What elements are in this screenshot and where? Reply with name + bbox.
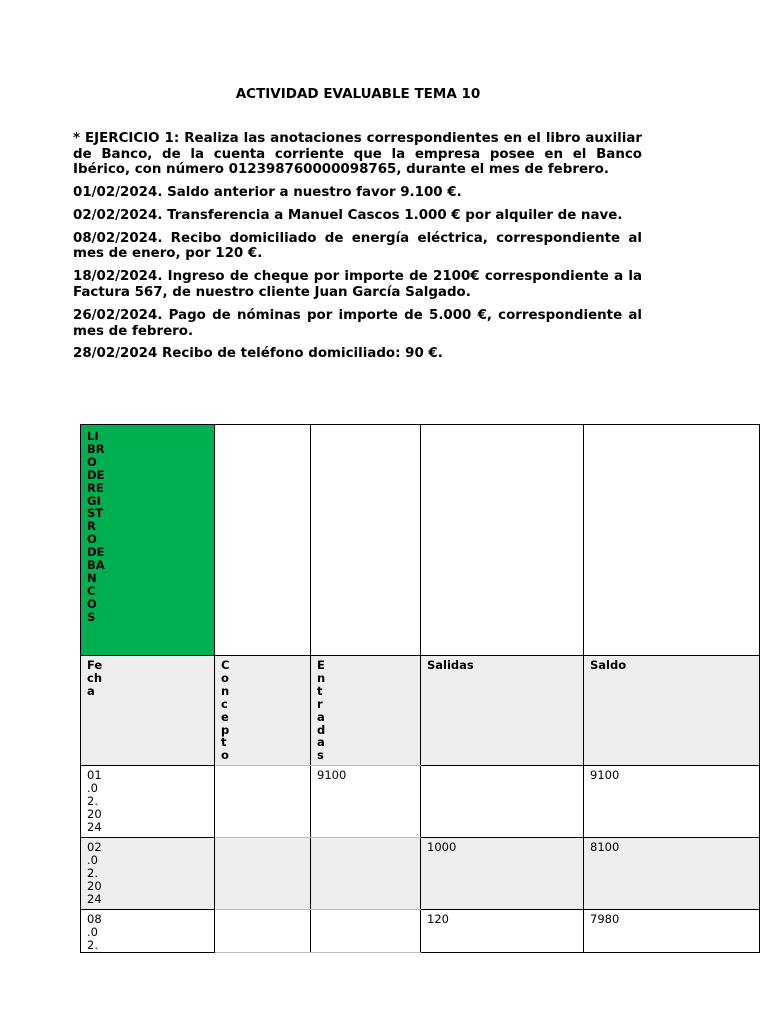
cell-concepto (215, 838, 311, 910)
cell-text-line: 24 (87, 819, 102, 834)
empty-cell (311, 425, 421, 656)
cell-text-line: e (221, 709, 229, 724)
cell-fecha (81, 910, 215, 953)
exercise-intro: * EJERCICIO 1: Realiza las anotaciones correspondientes en el libro auxiliar de Banco, de la cuenta corriente que la empresa posee en el Banco Ibérico, con número 012398760000098765, durante el mes de febrero. (73, 131, 642, 178)
bank-ledger-table (80, 424, 760, 953)
cell-text-line: E (317, 658, 325, 672)
empty-cell (421, 425, 584, 656)
cell-text-line: O (87, 596, 97, 611)
cell-text-line: s (317, 748, 324, 763)
entry-4: 18/02/2024. Ingreso de cheque por importe de 2100€ correspondiente a la Factura 567, de nuestro cliente Juan García Salgado. (73, 269, 642, 300)
cell-text-line: n (221, 683, 230, 698)
table-row (81, 766, 760, 838)
cell-text-line: p (221, 722, 230, 737)
entry-2: 02/02/2024. Transferencia a Manuel Cascos 1.000 € por alquiler de nave. (73, 207, 623, 223)
cell-text-line: BR (87, 441, 105, 456)
cell-salidas: 1000 (421, 838, 584, 910)
page-title: ACTIVIDAD EVALUABLE TEMA 10 (235, 86, 481, 102)
cell-text-line: 2. (87, 865, 98, 880)
cell-text-line: R (87, 519, 96, 534)
cell-text-line: n (317, 670, 326, 685)
cell-text-line: a (317, 709, 325, 724)
cell-text-line: 2. (87, 793, 98, 808)
empty-cell (215, 425, 311, 656)
header-fecha (81, 656, 215, 766)
cell-text-line: C (221, 658, 230, 672)
cell-text-line: ch (87, 670, 103, 685)
cell-fecha (81, 766, 215, 838)
cell-text-line: 24 (87, 891, 102, 906)
cell-text-line: 02 (87, 840, 102, 854)
entry-1: 01/02/2024. Saldo anterior a nuestro favor 9.100 €. (73, 184, 462, 200)
cell-text-line: 20 (87, 878, 102, 893)
cell-text-line: Fe (87, 658, 103, 672)
exercise-statement (73, 131, 642, 369)
cell-text-line: a (87, 683, 95, 698)
cell-text-line: DE (87, 545, 105, 560)
cell-text-line: LI (87, 429, 99, 443)
ledger-title-row (81, 425, 760, 656)
cell-text-line: t (317, 683, 323, 698)
cell-text-line: r (317, 696, 323, 711)
cell-saldo: 8100 (584, 838, 760, 910)
entry-6: 28/02/2024 Recibo de teléfono domiciliado: 90 €. (73, 346, 443, 362)
cell-text-line: O (87, 454, 97, 469)
cell-text-line: c (221, 696, 228, 711)
cell-text-line: .0 (87, 780, 98, 795)
cell-text-line: o (221, 748, 229, 763)
cell-text-line: 2. (87, 937, 98, 952)
entry-5: 26/02/2024. Pago de nóminas por importe de 5.000 €, correspondiente al mes de febrero. (73, 307, 642, 339)
cell-fecha (81, 838, 215, 910)
cell-entradas: 9100 (311, 766, 421, 838)
cell-saldo: 7980 (584, 910, 760, 953)
cell-text-line: N (87, 570, 97, 585)
header-salidas: Salidas (421, 656, 584, 766)
cell-text-line: 20 (87, 806, 102, 821)
cell-concepto (215, 910, 311, 953)
cell-text-line: 01 (87, 768, 102, 782)
cell-text-line: S (87, 609, 96, 624)
cell-text-line: o (221, 670, 229, 685)
cell-text-line: 08 (87, 912, 102, 926)
cell-salidas: 120 (421, 910, 584, 953)
empty-cell (584, 425, 760, 656)
cell-text-line: GI (87, 493, 101, 508)
header-entradas (311, 656, 421, 766)
cell-concepto (215, 766, 311, 838)
cell-text-line: d (317, 722, 326, 737)
cell-text-line: DE (87, 467, 105, 482)
cell-entradas (311, 910, 421, 953)
cell-text-line: C (87, 583, 96, 598)
table-row (81, 838, 760, 910)
cell-text-line: .0 (87, 924, 98, 939)
header-concepto (215, 656, 311, 766)
cell-text-line: O (87, 532, 97, 547)
cell-text-line: RE (87, 480, 104, 495)
cell-salidas (421, 766, 584, 838)
cell-text-line: .0 (87, 852, 98, 867)
cell-text-line: ST (87, 506, 104, 521)
cell-text-line: a (317, 735, 325, 750)
ledger-title-cell (81, 425, 215, 656)
cell-entradas (311, 838, 421, 910)
cell-text-line: BA (87, 558, 105, 573)
table-row (81, 910, 760, 953)
entry-3: 08/02/2024. Recibo domiciliado de energía eléctrica, correspondiente al mes de enero, por 120 €. (73, 230, 642, 262)
header-saldo: Saldo (584, 656, 760, 766)
cell-text-line: t (221, 735, 227, 750)
cell-saldo: 9100 (584, 766, 760, 838)
header-row (81, 656, 760, 766)
